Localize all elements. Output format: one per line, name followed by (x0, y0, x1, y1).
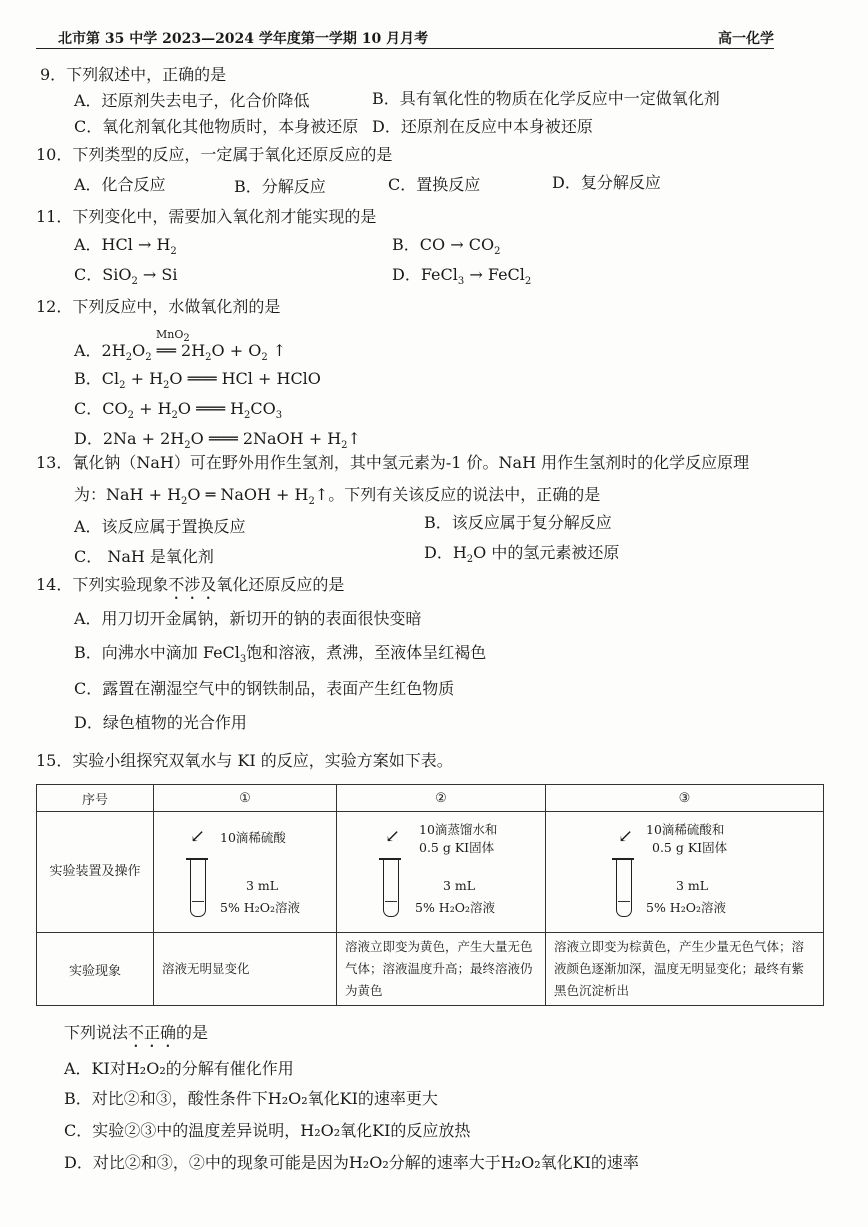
subject-label: 高一化学 (718, 31, 774, 47)
solution-label: 5% H₂O₂溶液 (646, 900, 726, 915)
reagent-label: 10滴稀硫酸 (220, 830, 286, 845)
q13-option-c: C． NaH 是氧化剂 (74, 547, 214, 566)
q9-option-c: C．氧化剂氧化其他物质时，本身被还原 (74, 117, 359, 136)
observation-2: 溶液立即变为黄色，产生大量无色气体；溶液温度升高；最终溶液仍为黄色 (337, 933, 546, 1006)
reagent-label-2: 0.5 g KI固体 (652, 840, 728, 855)
row-apparatus-label: 实验装置及操作 (37, 812, 154, 933)
q14-option-d: D．绿色植物的光合作用 (74, 713, 247, 732)
apparatus-1 (154, 812, 337, 933)
q13-stem-line1: 13．氰化钠（NaH）可在野外用作生氢剂，其中氢元素为-1 价。NaH 用作生氢剂时的化学反应原理 (36, 453, 750, 472)
q10-stem: 10．下列类型的反应，一定属于氧化还原反应的是 (36, 145, 393, 164)
q15-question: 下列说法不正确的是 (64, 1023, 209, 1042)
q11-option-a: A．HCl → $H_2$ (74, 235, 177, 258)
q11-option-c: C．SiO$_2$ → Si (74, 265, 178, 288)
q12-stem: 12．下列反应中，水做氧化剂的是 (36, 297, 281, 316)
q11-stem: 11．下列变化中，需要加入氧化剂才能实现的是 (36, 207, 377, 226)
header-exp1: ① (154, 785, 337, 812)
reagent-label: 10滴蒸馏水和 (419, 822, 498, 837)
q9-option-d: D．还原剂在反应中本身被还原 (372, 117, 593, 136)
volume-label: 3 mL (443, 878, 476, 893)
q15-option-b: B．对比②和③，酸性条件下H₂O₂氧化KI的速率更大 (64, 1089, 438, 1108)
q10-option-c: C．置换反应 (388, 175, 481, 194)
header-exp2: ② (337, 785, 546, 812)
q9-option-a: A．还原剂失去电子，化合价降低 (74, 91, 310, 110)
page-header (36, 28, 774, 49)
q13-option-a: A．该反应属于置换反应 (74, 517, 246, 536)
q10-option-b: B．分解反应 (234, 177, 326, 196)
q14-stem: 14．下列实验现象不涉及氧化还原反应的是 (36, 575, 345, 594)
test-tube-icon (190, 860, 206, 917)
arrow-icon: ↙ (190, 826, 206, 847)
q12-option-c: C．$CO_2 + H_2O$ ═══ $H_2CO_3$ (74, 399, 283, 422)
q9-stem: 9．下列叙述中，正确的是 (40, 65, 227, 84)
q15-option-c: C．实验②③中的温度差异说明，H₂O₂氧化KI的反应放热 (64, 1121, 471, 1140)
q15-option-a: A．KI对H₂O₂的分解有催化作用 (64, 1059, 294, 1078)
q10-option-a: A．化合反应 (74, 175, 166, 194)
q12-catalyst: MnO$_2$ (156, 328, 190, 345)
q14-option-b: B．向沸水中滴加 FeCl$_3$饱和溶液，煮沸，至液体呈红褐色 (74, 643, 487, 666)
row-observation-label: 实验现象 (37, 933, 154, 1006)
q12-option-a: A．$2H_2O_2$ ══ $2H_2O + O_2$ ↑ (74, 341, 287, 364)
header-exp3: ③ (546, 785, 824, 812)
q15-option-d: D．对比②和③，②中的现象可能是因为H₂O₂分解的速率大于H₂O₂氧化KI的速率 (64, 1153, 639, 1172)
q14-option-a: A．用刀切开金属钠，新切开的钠的表面很快变暗 (74, 609, 422, 628)
arrow-icon: ↙ (385, 826, 401, 847)
q12-option-d: D．$2Na + 2H_2O$ ═══ 2NaOH + $H_2↑$ (74, 429, 361, 452)
q10-option-d: D．复分解反应 (552, 173, 661, 192)
volume-label: 3 mL (676, 878, 709, 893)
q9-option-b: B．具有氧化性的物质在化学反应中一定做氧化剂 (372, 89, 720, 108)
q13-stem-line2: 为：NaH + $H_2O$ ═ NaOH + $H_2↑$。下列有关该反应的说法中，正确的是 (74, 485, 601, 508)
q12-option-b: B．$Cl_2 + H_2O$ ═══ HCl + HClO (74, 369, 321, 392)
observation-1: 溶液无明显变化 (154, 933, 337, 1006)
test-tube-icon (383, 860, 399, 917)
solution-label: 5% H₂O₂溶液 (220, 900, 300, 915)
reagent-label-2: 0.5 g KI固体 (419, 840, 495, 855)
observation-3: 溶液立即变为棕黄色，产生少量无色气体；溶液颜色逐渐加深，温度无明显变化；最终有紫黑色沉淀析出 (546, 933, 824, 1006)
test-tube-icon (616, 860, 632, 917)
apparatus-3 (546, 812, 824, 933)
q14-option-c: C．露置在潮湿空气中的钢铁制品，表面产生红色物质 (74, 679, 455, 698)
exam-title: 北市第 35 中学 2023—2024 学年度第一学期 10 月月考 (58, 31, 429, 47)
header-index: 序号 (37, 785, 154, 812)
solution-label: 5% H₂O₂溶液 (415, 900, 495, 915)
experiment-table (36, 784, 824, 1006)
volume-label: 3 mL (246, 878, 279, 893)
arrow-icon: ↙ (618, 826, 634, 847)
q15-stem: 15．实验小组探究双氧水与 KI 的反应，实验方案如下表。 (36, 751, 453, 770)
q13-option-b: B．该反应属于复分解反应 (424, 513, 612, 532)
q13-option-d: D．$H_2O$ 中的氢元素被还原 (424, 543, 620, 566)
apparatus-2 (337, 812, 546, 933)
q11-option-d: D．FeCl$_3$ → FeCl$_2$ (392, 265, 532, 288)
q11-option-b: B．CO → $CO_2$ (392, 235, 501, 258)
reagent-label: 10滴稀硫酸和 (646, 822, 725, 837)
